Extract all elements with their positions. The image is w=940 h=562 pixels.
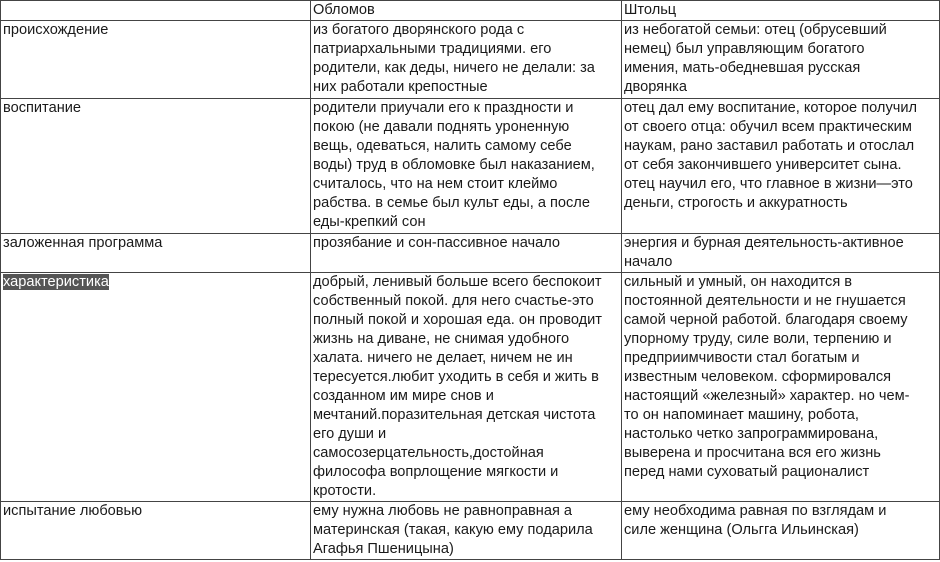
cell-line: энергия и бурная деятельность-активное xyxy=(624,235,904,251)
cell-line: патриархальными традициями. его xyxy=(313,41,552,57)
row-characteristic xyxy=(1,273,940,502)
cell-line: кротости. xyxy=(313,483,377,499)
cell-line: Агафья Пшеницына) xyxy=(313,541,454,557)
cell-line: настоящий «железный» характер. но чем- xyxy=(624,388,910,404)
header-row xyxy=(1,1,940,21)
cell-line: вещь, одеваться, налить самому себе xyxy=(313,138,572,154)
highlighted-row-label: характеристика xyxy=(3,274,109,290)
cell-line: считалось, что на нем стоит клеймо xyxy=(313,176,558,192)
stolz-cell xyxy=(622,234,940,273)
cell-line: самосозерцательность,достойная xyxy=(313,445,544,461)
cell-line: начало xyxy=(624,254,673,270)
row-origin xyxy=(1,21,940,99)
cell-line: отец дал ему воспитание, которое получил xyxy=(624,100,918,116)
header-stolz: Штольц xyxy=(622,1,940,21)
cell-line: прозябание и сон-пассивное начало xyxy=(313,235,561,251)
cell-line: то он напоминает машину, робота, xyxy=(624,407,859,423)
cell-line: наукам, рано заставил работать и отослал xyxy=(624,138,915,154)
cell-line: них работали крепостные xyxy=(313,79,488,95)
row-upbringing xyxy=(1,99,940,234)
cell-line: настолько четко запрограммирована, xyxy=(624,426,879,442)
cell-line: от себя закончившего университет сына. xyxy=(624,157,902,173)
oblomov-cell xyxy=(311,273,622,502)
stolz-cell xyxy=(622,99,940,234)
oblomov-cell xyxy=(311,234,622,273)
cell-line: дворянка xyxy=(624,79,687,95)
row-label: испытание любовью xyxy=(1,502,311,560)
cell-line: имения, мать-обедневшая русская xyxy=(624,60,861,76)
cell-line: самой черной работой. благодаря своему xyxy=(624,312,908,328)
cell-line: жизнь на диване, не снимая удобного xyxy=(313,331,570,347)
row-label: воспитание xyxy=(1,99,311,234)
cell-line: выверена и просчитана вся его жизнь xyxy=(624,445,881,461)
cell-line: философа вопрлощение мягкости и xyxy=(313,464,559,480)
row-label: происхождение xyxy=(1,21,311,99)
stolz-cell xyxy=(622,273,940,502)
row-program xyxy=(1,234,940,273)
row-label-cell xyxy=(1,273,311,502)
cell-line: ему нужна любовь не равноправная а xyxy=(313,503,573,519)
cell-line: созданном им мире снов и xyxy=(313,388,494,404)
stolz-cell xyxy=(622,502,940,560)
cell-line: деньги, строгость и аккуратность xyxy=(624,195,848,211)
cell-line: рабства. в семье был культ еды, а после xyxy=(313,195,590,211)
cell-line: перед нами суховатый рационалист xyxy=(624,464,870,480)
cell-line: полный покой и хорошая еда. он проводит xyxy=(313,312,602,328)
stolz-cell xyxy=(622,21,940,99)
cell-line: халата. ничего не делает, ничем не ин xyxy=(313,350,573,366)
cell-line: еды-крепкий сон xyxy=(313,214,426,230)
cell-line: собственный покой. для него счастье-это xyxy=(313,293,594,309)
cell-line: родители, как деды, ничего не делали: за xyxy=(313,60,595,76)
cell-line: тересуется.любит уходить в себя и жить в xyxy=(313,369,599,385)
cell-line: отец научил его, что главное в жизни—это xyxy=(624,176,913,192)
header-oblomov: Обломов xyxy=(311,1,622,21)
cell-line: известным человеком. сформировался xyxy=(624,369,892,385)
oblomov-cell xyxy=(311,21,622,99)
cell-line: упорному труду, силе воли, терпению и xyxy=(624,331,892,347)
cell-line: силе женщина (Ольгга Ильинская) xyxy=(624,522,859,538)
row-love-test xyxy=(1,502,940,560)
cell-line: воды) труд в обломовке был наказанием, xyxy=(313,157,595,173)
cell-line: покою (не давали поднять уроненную xyxy=(313,119,570,135)
cell-line: родители приучали его к праздности и xyxy=(313,100,574,116)
cell-line: немец) был управляющим богатого xyxy=(624,41,865,57)
cell-line: из небогатой семьи: отец (обрусевший xyxy=(624,22,887,38)
cell-line: предприимчивости стал богатым и xyxy=(624,350,860,366)
cell-line: сильный и умный, он находится в xyxy=(624,274,853,290)
cell-line: материнская (такая, какую ему подарила xyxy=(313,522,593,538)
oblomov-cell xyxy=(311,502,622,560)
cell-line: ему необходима равная по взглядам и xyxy=(624,503,887,519)
cell-line: мечтаний.поразительная детская чистота xyxy=(313,407,596,423)
cell-line: от своего отца: обучил всем практическим xyxy=(624,119,912,135)
header-empty-cell xyxy=(1,1,311,21)
cell-line: добрый, ленивый больше всего беспокоит xyxy=(313,274,602,290)
oblomov-cell xyxy=(311,99,622,234)
row-label: заложенная программа xyxy=(1,234,311,273)
cell-line: из богатого дворянского рода с xyxy=(313,22,525,38)
cell-line: постоянной деятельности и не гнушается xyxy=(624,293,906,309)
cell-line: его души и xyxy=(313,426,387,442)
